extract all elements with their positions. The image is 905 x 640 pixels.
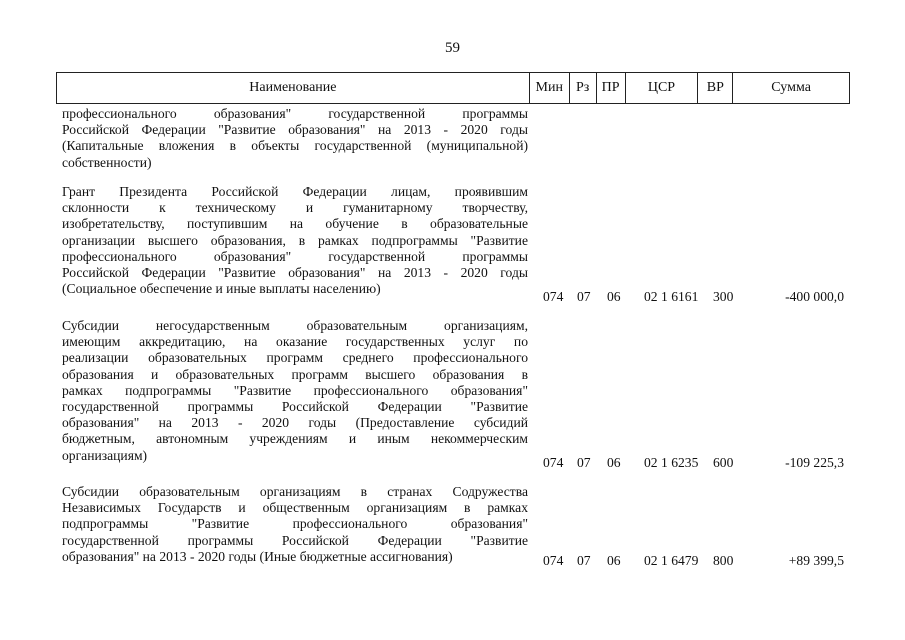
cell-min: 074	[543, 455, 564, 470]
cell-vr: 800	[713, 553, 734, 568]
cell-vr: 600	[713, 455, 734, 470]
cell-rz: 07	[577, 289, 591, 304]
row-text-line: Российской Федерации "Развитие образования" на 2013 - 2020 годы	[62, 122, 528, 138]
cell-sum: -400 000,0	[785, 289, 844, 304]
row-text-line: реализации образовательных программ среднего профессионального	[62, 350, 528, 366]
row-text-line: имеющим аккредитацию, на оказание государственных услуг по	[62, 334, 528, 350]
cell-pr: 06	[607, 289, 621, 304]
page-number: 59	[445, 40, 460, 56]
header-vr: ВР	[698, 73, 733, 103]
header-pr: ПР	[597, 73, 626, 103]
row-text-line: Российской Федерации "Развитие образования" на 2013 - 2020 годы	[62, 265, 528, 281]
header-sum: Сумма	[771, 80, 811, 95]
row-text-line: профессионального образования" государственной программы	[62, 106, 528, 121]
cell-vr: 300	[713, 289, 734, 304]
cell-min: 074	[543, 289, 564, 304]
header-min: Мин	[530, 73, 570, 103]
row-text-line: (Социальное обеспечение и иные выплаты населению)	[62, 281, 381, 297]
cell-pr: 06	[607, 455, 621, 470]
row-text-line: образования" на 2013 - 2020 годы (Предоставление субсидий	[62, 415, 528, 431]
row-text-line: Независимых Государств и общественным организациям в рамках	[62, 500, 528, 516]
table-header	[56, 72, 850, 104]
cell-pr: 06	[607, 553, 621, 568]
header-rz: Рз	[570, 73, 597, 103]
cell-csr: 02 1 6479	[644, 553, 699, 568]
row-text-line: Грант Президента Российской Федерации лицам, проявившим	[62, 184, 528, 199]
cell-csr: 02 1 6235	[644, 455, 699, 470]
cell-sum: +89 399,5	[788, 553, 844, 568]
row-text-line: склонности к техническому и гуманитарному творчеству,	[62, 200, 528, 216]
row-text-line: Субсидии образовательным организациям в странах Содружества	[62, 484, 528, 499]
cell-rz: 07	[577, 455, 591, 470]
cell-rz: 07	[577, 553, 591, 568]
table-row-name	[62, 106, 528, 171]
row-text-line: рамках подпрограммы "Развитие профессионального образования"	[62, 382, 528, 398]
table-row-name	[62, 484, 528, 565]
row-text-line: образования" на 2013 - 2020 годы (Иные бюджетные ассигнования)	[62, 548, 453, 564]
cell-sum: -109 225,3	[785, 455, 844, 470]
table-row-name	[62, 318, 528, 464]
row-text-line: организациям)	[62, 447, 148, 463]
row-text-line: (Капитальные вложения в объекты государственной (муниципальной)	[62, 138, 528, 154]
row-text-line: собственности)	[62, 154, 152, 170]
row-text-line: образования и образовательных программ высшего образования в	[62, 366, 528, 382]
row-text-line: изобретательству, поступившим на обучение в образовательные	[62, 216, 528, 232]
table-row-name	[62, 184, 528, 297]
row-text-line: государственной программы Российской Федерации "Развитие	[62, 532, 528, 548]
header-csr: ЦСР	[626, 73, 699, 103]
row-text-line: профессионального образования" государственной программы	[62, 248, 528, 264]
row-text-line: Субсидии негосударственным образовательным организациям,	[62, 318, 528, 333]
row-text-line: подпрограммы "Развитие профессионального образования"	[62, 516, 528, 532]
cell-min: 074	[543, 553, 564, 568]
row-text-line: организации высшего образования, в рамках подпрограммы "Развитие	[62, 232, 528, 248]
cell-csr: 02 1 6161	[644, 289, 699, 304]
row-text-line: бюджетным, автономным учреждениям и иным некоммерческим	[62, 431, 528, 447]
row-text-line: государственной программы Российской Федерации "Развитие	[62, 399, 528, 415]
header-name: Наименование	[57, 73, 530, 103]
